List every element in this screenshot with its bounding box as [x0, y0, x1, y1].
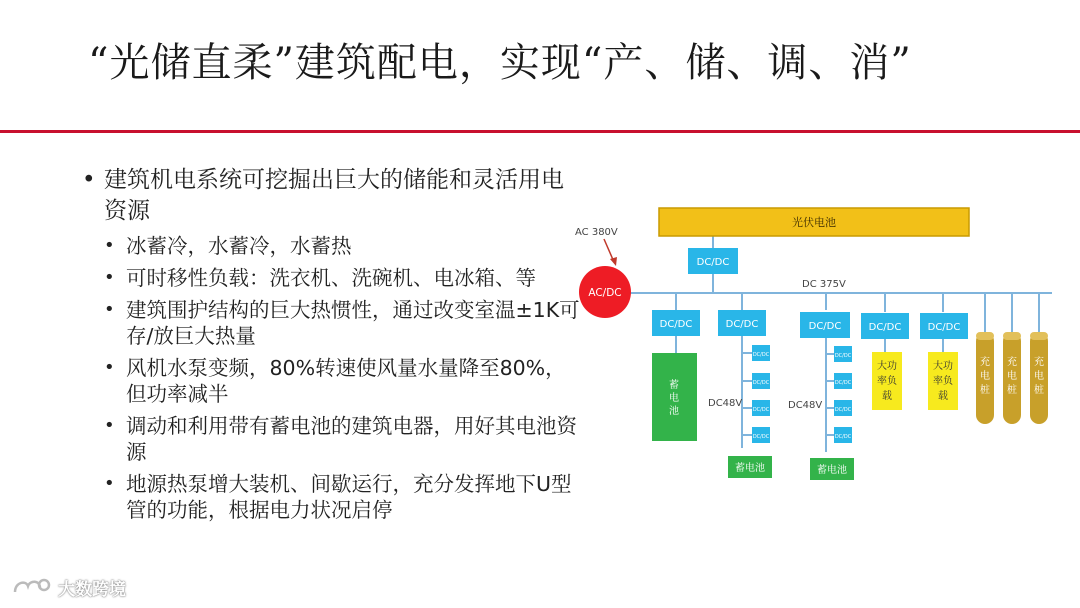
power-distribution-diagram: [570, 200, 1070, 501]
watermark-text: 大数跨境: [58, 579, 126, 600]
sub-bullet-4: • 风机水泵变频，80%转速使风量水量降至80%，但功率减半: [82, 355, 582, 407]
load-1-char-3: 载: [882, 391, 892, 402]
acdc-label: AC/DC: [588, 287, 622, 299]
sub-bullet-1: • 冰蓄冷，水蓄冷，水蓄热: [82, 233, 582, 259]
charger-label: 充电桩: [1010, 500, 1013, 501]
dcdc-2-label: DC/DC: [725, 319, 759, 330]
dc48-label-1: DC48V: [708, 398, 743, 409]
watermark-logo: [12, 574, 126, 600]
dcdc-1-label: DC/DC: [659, 319, 693, 330]
small-dcdc-column-2: [834, 346, 852, 443]
pv-label: 光伏电池: [792, 216, 836, 229]
small-dcdc-label: DC/DC: [834, 407, 852, 413]
sub-bullet-3: • 建筑围护结构的巨大热惯性，通过改变室温±1K可存/放巨大热量: [82, 297, 582, 349]
slide-title: “光储直柔”建筑配电，实现“产、储、调、消”: [88, 40, 912, 86]
load-2-char-1: 大功: [933, 361, 953, 372]
small-dcdc-label: DC/DC: [834, 380, 852, 386]
svg-text:桩: 桩: [1034, 385, 1044, 396]
small-dcdc-label: DC/DC: [752, 434, 770, 440]
sub-bullet-5: • 调动和利用带有蓄电池的建筑电器，用好其电池资源: [82, 413, 582, 465]
svg-text:电: 电: [1007, 371, 1017, 382]
charger-3: [1030, 332, 1048, 424]
dcdc-4-label: DC/DC: [868, 322, 902, 333]
svg-text:充: 充: [980, 357, 990, 368]
small-dcdc-label: DC/DC: [834, 434, 852, 440]
dcdc-5-label: DC/DC: [927, 322, 961, 333]
dcdc-pv-label: DC/DC: [696, 257, 730, 268]
dc48-label-2: DC48V: [788, 400, 823, 411]
ac-arrow-head: [610, 257, 617, 266]
svg-text:桩: 桩: [980, 385, 990, 396]
watermark-icon: [12, 576, 52, 598]
svg-text:充: 充: [1007, 357, 1017, 368]
small-dcdc-label: DC/DC: [752, 407, 770, 413]
load-1-char-1: 大功: [877, 361, 897, 372]
battery-small-2-label: 蓄电池: [817, 465, 847, 476]
dcdc-3-label: DC/DC: [808, 321, 842, 332]
battery-small-1-label: 蓄电池: [735, 463, 765, 474]
sub-bullet-2: • 可时移性负载：洗衣机、洗碗机、电冰箱、等: [82, 265, 582, 291]
charger-2: [1003, 332, 1021, 424]
title-divider: [0, 130, 1080, 133]
main-bullet: • 建筑机电系统可挖掘出巨大的储能和灵活用电资源: [82, 165, 582, 227]
dc-bus-label: DC 375V: [802, 279, 846, 290]
svg-text:电: 电: [1034, 371, 1044, 382]
svg-text:电: 电: [980, 371, 990, 382]
svg-text:桩: 桩: [1007, 385, 1017, 396]
sub-bullet-6: • 地源热泵增大装机、间歇运行，充分发挥地下U型管的功能，根据电力状况启停: [82, 471, 582, 523]
load-2-char-2: 率负: [933, 376, 953, 387]
battery-tall-char-1: 蓄: [669, 380, 679, 391]
small-dcdc-label: DC/DC: [752, 380, 770, 386]
small-dcdc-label: DC/DC: [752, 352, 770, 358]
load-label: 大功率负载: [887, 500, 892, 501]
load-2-char-3: 载: [938, 391, 948, 402]
load-1-char-2: 率负: [877, 376, 897, 387]
battery-tall-label: 蓄电池: [674, 500, 677, 501]
small-dcdc-column-1: [752, 345, 770, 443]
svg-text:充: 充: [1034, 357, 1044, 368]
small-dcdc-label: DC/DC: [834, 353, 852, 359]
ac-voltage-label: AC 380V: [575, 227, 618, 238]
charger-1: [976, 332, 994, 424]
bullet-list: [82, 165, 582, 523]
battery-tall-char-2: 电: [669, 393, 679, 404]
battery-tall-char-3: 池: [669, 406, 679, 417]
